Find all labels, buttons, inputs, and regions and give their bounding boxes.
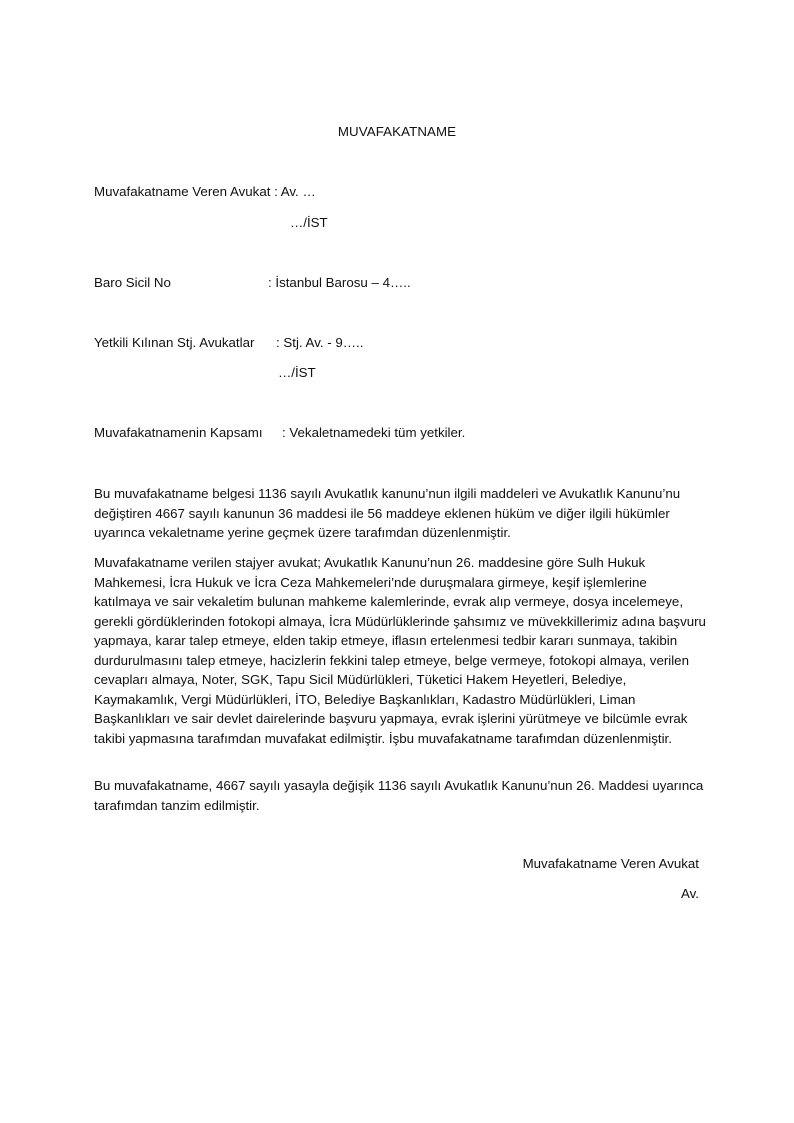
document-title: MUVAFAKATNAME (337, 124, 457, 139)
body-paragraph-1: Bu muvafakatname belgesi 1136 sayılı Avukatlık kanunu’nun ilgili maddeleri ve Avukatlık Kanunu’nu değiştiren 4667 sayılı kanunun 36 maddesi ile 56 maddeye eklenen hüküm ve diğer ilgili hükümler uyarınca vekaletname yerine geçmek üzere tarafımdan düzenlenmiştir. (94, 486, 681, 540)
bar-registry-value: : İstanbul Barosu – 4….. (268, 275, 411, 290)
grantor-line: Muvafakatname Veren Avukat : Av. … (94, 184, 316, 199)
grantor-suffix: …/İST (290, 215, 328, 230)
trainees-value: : Stj. Av. - 9….. (276, 335, 364, 350)
bar-registry-label: Baro Sicil No (94, 275, 171, 290)
scope-label: Muvafakatnamenin Kapsamı (94, 425, 263, 440)
scope-value: : Vekaletnamedeki tüm yetkiler. (282, 425, 466, 440)
body-paragraph-3: Bu muvafakatname, 4667 sayılı yasayla değişik 1136 sayılı Avukatlık Kanunu’nun 26. Maddesi uyarınca tarafımdan tanzim edilmiştir. (94, 778, 704, 813)
trainees-suffix: …/İST (278, 365, 316, 380)
signature-title: Muvafakatname Veren Avukat (522, 856, 699, 871)
body-paragraph-2: Muvafakatname verilen stajyer avukat; Avukatlık Kanunu’nun 26. maddesine göre Sulh Hukuk Mahkemesi, İcra Hukuk ve İcra Ceza Mahkemeleri’nde duruşmalara girmeye, keşif işlemlerine katılmaya ve sair vekaletim bulunan mahkeme kalemlerinde, evrak alıp vermeye, dosya incelemeye, gerekli gördüklerinden fotokopi almaya, İcra Müdürlüklerinde şahsımız ve müvekkillerimiz adına başvuru yapmaya, karar talep etmeye, elden takip etmeye, iflasın ertelenmesi tedbir kararı sunmaya, takibin durdurulmasını talep etmeye, hacizlerin fekkini talep etmeye, belge vermeye, fotokopi almaya, verilen cevapları almaya, Noter, SGK, Tapu Sicil Müdürlükleri, Tüketici Hakem Heyetleri, Belediye, Kaymakamlık, Vergi Müdürlükleri, İTO, Belediye Başkanlıkları, Kadastro Müdürlükleri, Liman Başkanlıkları ve sair devlet dairelerinde başvuru yapmaya, evrak işlerini yürütmeye ve bilcümle evrak takibi yapmasına tarafımdan muvafakat edilmiştir. İşbu muvafakatname tarafımdan düzenlenmiştir. (94, 555, 706, 746)
signature-name: Av. (681, 886, 699, 901)
trainees-label: Yetkili Kılınan Stj. Avukatlar (94, 335, 255, 350)
